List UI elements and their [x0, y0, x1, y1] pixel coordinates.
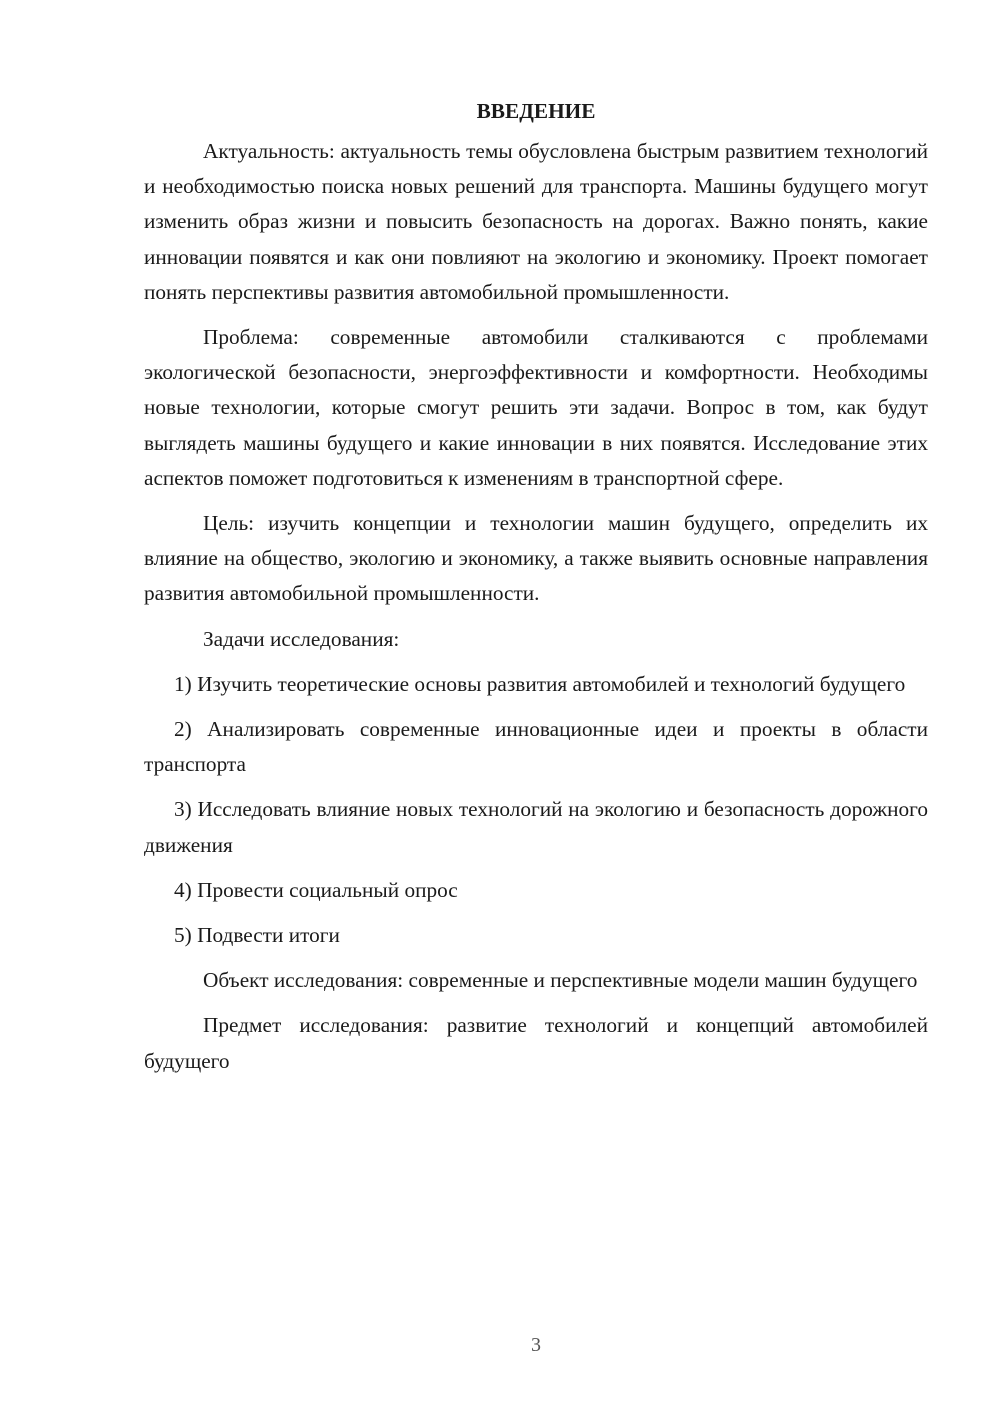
document-page — [144, 96, 928, 1089]
tasks-heading: Задачи исследования: — [203, 626, 400, 651]
object-paragraph: Объект исследования: современные и перспективные модели машин будущего — [203, 968, 918, 993]
page-number: 3 — [531, 1334, 541, 1356]
page-title: ВВЕДЕНИЕ — [476, 99, 596, 123]
task-item-3: 3) Исследовать влияние новых технологий на экологию и безопасность дорожного движения — [144, 797, 928, 857]
task-item-2: 2) Анализировать современные инновационные идеи и проекты в области транспорта — [144, 717, 928, 777]
task-item-5: 5) Подвести итоги — [174, 923, 340, 948]
task-item-1: 1) Изучить теоретические основы развития автомобилей и технологий будущего — [174, 671, 906, 696]
subject-paragraph: Предмет исследования: развитие технологий и концепций автомобилей будущего — [144, 1013, 928, 1073]
relevance-paragraph: Актуальность: актуальность темы обусловлена быстрым развитием технологий и необходимостью поиска новых решений для транспорта. Машины будущего могут изменить образ жизни и повысить безопасность на дорогах. Важно понять, какие инновации появятся и как они повлияют на экологию и экономику. Проект помогает понять перспективы развития автомобильной промышленности. — [144, 139, 928, 304]
goal-paragraph: Цель: изучить концепции и технологии машин будущего, определить их влияние на общество, экологию и экономику, а также выявить основные направления развития автомобильной промышленности. — [144, 511, 928, 606]
task-item-4: 4) Провести социальный опрос — [174, 877, 458, 902]
problem-paragraph: Проблема: современные автомобили сталкиваются с проблемами экологической безопасности, энергоэффективности и комфортности. Необходимы новые технологии, которые смогут решить эти задачи. Вопрос в том, как будут выглядеть машины будущего и какие инновации в них появятся. Исследование этих аспектов поможет подготовиться к изменениям в транспортной сфере. — [144, 325, 928, 490]
